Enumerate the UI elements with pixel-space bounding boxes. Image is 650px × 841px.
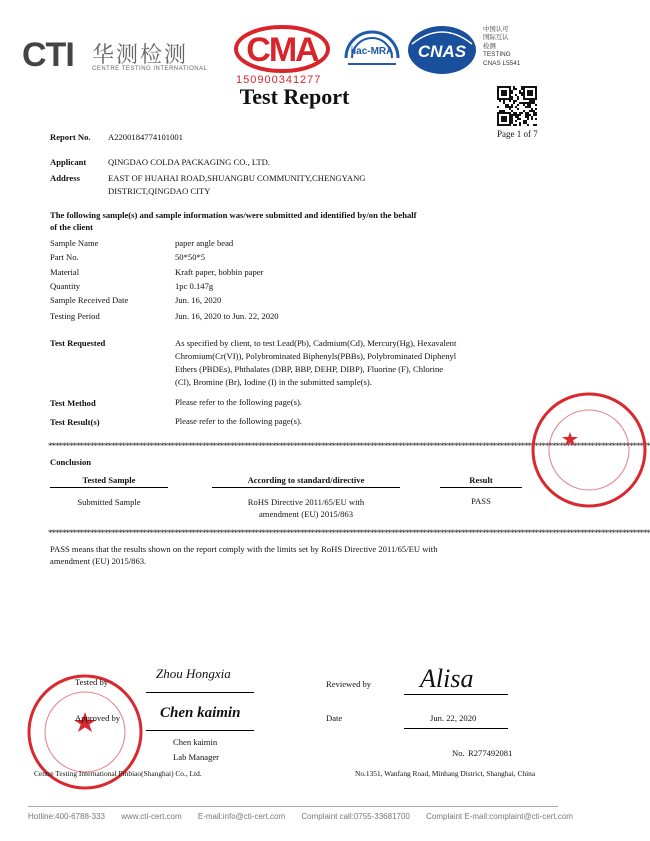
qr-module	[511, 114, 513, 116]
qr-module	[521, 102, 523, 104]
qr-module	[531, 94, 533, 96]
reviewed-by-signature: Alisa	[420, 664, 474, 693]
pass-note-line1: PASS means that the results shown on the report comply with the limits set by RoHS Directive 2011/65/EU with	[50, 544, 438, 554]
cert-no-value: R277492081	[468, 748, 513, 758]
qr-module	[531, 102, 533, 104]
cnas-accreditation-text	[483, 26, 520, 68]
qr-module	[515, 116, 517, 118]
qr-module	[519, 122, 521, 124]
qr-module	[519, 124, 521, 126]
qr-module	[523, 86, 525, 88]
qr-module	[509, 94, 511, 96]
qr-module	[497, 86, 499, 88]
qr-module	[521, 86, 523, 88]
qr-module	[525, 98, 527, 100]
qr-module	[531, 116, 533, 118]
qr-module	[509, 116, 511, 118]
qr-module	[509, 98, 511, 100]
qr-module	[511, 122, 513, 124]
sample-label-material: Material	[50, 267, 80, 277]
qr-module	[523, 88, 525, 90]
qr-module	[535, 98, 537, 100]
qr-module	[523, 102, 525, 104]
qr-module	[513, 114, 515, 116]
report-title: Test Report	[239, 84, 350, 109]
qr-module	[535, 104, 537, 106]
sample-value-material: Kraft paper, bobbin paper	[175, 267, 264, 277]
qr-module	[501, 118, 503, 120]
qr-module	[503, 94, 505, 96]
lab-address: No.1351, Wanfang Road, Minhang District, Shanghai, China	[355, 769, 536, 778]
qr-module	[529, 104, 531, 106]
qr-module	[511, 116, 513, 118]
qr-module	[535, 118, 537, 120]
cti-chinese-name: 华测检测	[92, 42, 189, 67]
qr-module	[515, 112, 517, 114]
qr-module	[517, 104, 519, 106]
qr-module	[497, 90, 499, 92]
ilac-text: ilac-MRA	[350, 46, 394, 57]
qr-module	[505, 92, 507, 94]
qr-module	[501, 94, 503, 96]
sample-value-received: Jun. 16, 2020	[175, 295, 222, 305]
date-label: Date	[326, 713, 343, 723]
qr-module	[521, 88, 523, 90]
qr-module	[531, 100, 533, 102]
qr-module	[525, 86, 527, 88]
sample-value-quantity: 1pc 0.147g	[175, 281, 214, 291]
qr-module	[529, 100, 531, 102]
qr-module	[523, 104, 525, 106]
qr-module	[513, 102, 515, 104]
qr-module	[499, 98, 501, 100]
qr-module	[509, 124, 511, 126]
qr-module	[535, 96, 537, 98]
qr-module	[533, 124, 535, 126]
qr-module	[513, 88, 515, 90]
qr-module	[509, 106, 511, 108]
qr-module	[535, 90, 537, 92]
qr-module	[527, 94, 529, 96]
qr-module	[511, 98, 513, 100]
qr-module	[501, 124, 503, 126]
col-head-result: Result	[440, 475, 522, 488]
qr-module	[531, 110, 533, 112]
qr-module	[505, 118, 507, 120]
qr-module	[513, 112, 515, 114]
qr-module	[501, 86, 503, 88]
qr-module	[497, 118, 499, 120]
qr-module	[503, 92, 505, 94]
qr-module	[503, 90, 505, 92]
qr-module	[535, 88, 537, 90]
qr-module	[509, 120, 511, 122]
qr-module	[503, 100, 505, 102]
applicant-label: Applicant	[50, 157, 87, 167]
company-name: Centre Testing International Pinbiao(Shanghai) Co., Ltd.	[34, 769, 202, 778]
qr-module	[505, 98, 507, 100]
conclusion-standard-line1: RoHS Directive 2011/65/EU with	[247, 497, 365, 507]
qr-module	[497, 88, 499, 90]
qr-module	[513, 86, 515, 88]
qr-module	[509, 92, 511, 94]
qr-module	[509, 90, 511, 92]
qr-module	[525, 120, 527, 122]
qr-module	[527, 90, 529, 92]
qr-module	[503, 120, 505, 122]
qr-module	[497, 96, 499, 98]
sample-value-period: Jun. 16, 2020 to Jun. 22, 2020	[175, 311, 279, 321]
asterisk-divider: ****************************************************************************************************************************************************************************	[48, 528, 650, 538]
qr-module	[523, 120, 525, 122]
qr-module	[509, 118, 511, 120]
qr-module	[511, 104, 513, 106]
date-value: Jun. 22, 2020	[430, 713, 477, 723]
qr-module	[515, 120, 517, 122]
sample-intro-line1: The following sample(s) and sample information was/were submitted and identified by/on the behalf	[50, 210, 417, 220]
footer-divider	[28, 806, 558, 807]
qr-module	[531, 98, 533, 100]
qr-module	[533, 110, 535, 112]
approver-title: Lab Manager	[173, 752, 220, 762]
qr-module	[519, 114, 521, 116]
approved-by-line	[146, 730, 254, 731]
qr-module	[513, 100, 515, 102]
qr-module	[523, 122, 525, 124]
tested-by-signature: Zhou Hongxia	[156, 666, 231, 681]
qr-module	[499, 110, 501, 112]
sample-label-received: Sample Received Date	[50, 295, 129, 305]
reviewed-by-label: Reviewed by	[326, 679, 372, 689]
qr-module	[515, 88, 517, 90]
qr-module	[531, 86, 533, 88]
qr-module	[513, 124, 515, 126]
qr-module	[505, 116, 507, 118]
qr-module	[535, 112, 537, 114]
footer-website[interactable]: www.cti-cert.com	[121, 812, 182, 821]
qr-module	[515, 94, 517, 96]
cnas-text: CNAS	[417, 42, 467, 61]
svg-text:CMA: CMA	[246, 31, 318, 69]
pass-note-line2: amendment (EU) 2015/863.	[50, 556, 147, 566]
footer-hotline: Hotline:400-6788-333	[28, 812, 105, 821]
cnas-line: 国际互认	[483, 34, 509, 42]
cti-logo	[22, 36, 74, 75]
qr-module	[531, 90, 533, 92]
sample-label-part: Part No.	[50, 252, 79, 262]
qr-module	[497, 112, 499, 114]
cnas-line: TESTING	[483, 51, 511, 59]
qr-module	[523, 96, 525, 98]
qr-module	[521, 94, 523, 96]
qr-module	[519, 112, 521, 114]
cnas-line: 中国认可	[483, 26, 509, 33]
qr-module	[511, 110, 513, 112]
qr-module	[517, 114, 519, 116]
qr-module	[509, 112, 511, 114]
qr-module	[531, 108, 533, 110]
qr-module	[525, 116, 527, 118]
qr-module	[497, 94, 499, 96]
approver-name: Chen kaimin	[173, 737, 218, 747]
qr-module	[533, 114, 535, 116]
qr-module	[529, 86, 531, 88]
cnas-line: CNAS L5541	[483, 59, 521, 67]
qr-module	[527, 102, 529, 104]
qr-module	[533, 112, 535, 114]
qr-module	[509, 96, 511, 98]
qr-module	[505, 94, 507, 96]
page-number: Page 1 of 7	[497, 129, 538, 139]
qr-module	[535, 94, 537, 96]
qr-module	[497, 98, 499, 100]
applicant-value: QINGDAO COLDA PACKAGING CO., LTD.	[108, 157, 270, 167]
qr-module	[523, 94, 525, 96]
test-requested-line: Ethers (PBDEs), Phthalates (DBP, BBP, DEHP, DIBP), Fluorine (F), Chlorine	[175, 364, 444, 374]
qr-module	[523, 92, 525, 94]
test-result-label: Test Result(s)	[50, 417, 100, 427]
report-no-label: Report No.	[50, 132, 91, 142]
qr-module	[501, 112, 503, 114]
qr-module	[509, 122, 511, 124]
qr-module	[527, 114, 529, 116]
qr-module	[511, 96, 513, 98]
qr-module	[527, 104, 529, 106]
qr-module	[503, 102, 505, 104]
qr-module	[497, 120, 499, 122]
qr-module	[509, 88, 511, 90]
test-requested-line: (Cl), Bromine (Br), Iodine (I) in the submitted sample(s).	[175, 377, 372, 387]
qr-module	[527, 118, 529, 120]
qr-module	[509, 114, 511, 116]
qr-module	[525, 122, 527, 124]
conclusion-sample: Submitted Sample	[77, 497, 141, 507]
qr-module	[525, 102, 527, 104]
qr-module	[499, 112, 501, 114]
qr-module	[515, 106, 517, 108]
qr-module	[525, 114, 527, 116]
qr-module	[519, 102, 521, 104]
qr-module	[517, 108, 519, 110]
sample-value-name: paper angle bead	[175, 238, 234, 248]
conclusion-title: Conclusion	[50, 457, 92, 467]
qr-module	[535, 108, 537, 110]
qr-module	[503, 116, 505, 118]
qr-module	[507, 112, 509, 114]
qr-module	[503, 112, 505, 114]
qr-module	[517, 118, 519, 120]
qr-code[interactable]	[497, 86, 537, 126]
qr-module	[511, 120, 513, 122]
test-method-label: Test Method	[50, 398, 96, 408]
qr-module	[511, 118, 513, 120]
footer-complaint-call: Complaint call:0755-33681700	[301, 812, 410, 821]
qr-module	[527, 112, 529, 114]
qr-module	[511, 106, 513, 108]
col-head-standard: According to standard/directive	[212, 475, 400, 488]
test-method-value: Please refer to the following page(s).	[175, 397, 302, 407]
qr-module	[499, 100, 501, 102]
qr-module	[511, 92, 513, 94]
qr-module	[525, 106, 527, 108]
qr-module	[497, 116, 499, 118]
qr-module	[529, 114, 531, 116]
qr-module	[505, 86, 507, 88]
qr-module	[523, 90, 525, 92]
sample-value-part: 50*50*5	[175, 252, 206, 262]
address-line2: DISTRICT,QINGDAO CITY	[108, 186, 211, 196]
sample-intro-line2: of the client	[50, 222, 93, 232]
cert-no-label: No.	[452, 748, 465, 758]
qr-module	[529, 110, 531, 112]
test-requested-line: Chromium(Cr(VI)), Polybrominated Biphenyls(PBBs), Polybrominated Diphenyl	[175, 351, 457, 361]
date-line	[404, 728, 508, 729]
reviewed-by-line	[404, 694, 508, 695]
qr-module	[521, 92, 523, 94]
qr-module	[497, 106, 499, 108]
sample-label-quantity: Quantity	[50, 281, 81, 291]
qr-module	[531, 92, 533, 94]
cti-logo-text: CTI	[22, 36, 74, 74]
qr-module	[501, 116, 503, 118]
qr-module	[529, 106, 531, 108]
qr-module	[503, 86, 505, 88]
qr-module	[521, 112, 523, 114]
qr-module	[505, 104, 507, 106]
qr-module	[501, 90, 503, 92]
qr-module	[525, 112, 527, 114]
qr-module	[501, 98, 503, 100]
qr-module	[519, 118, 521, 120]
col-head-tested-sample: Tested Sample	[50, 475, 168, 488]
qr-module	[533, 86, 535, 88]
footer-complaint-email[interactable]: Complaint E-mail:complaint@cti-cert.com	[426, 812, 573, 821]
ilac-mra-logo	[340, 28, 404, 76]
qr-module	[505, 112, 507, 114]
qr-module	[523, 98, 525, 100]
qr-module	[503, 110, 505, 112]
cti-english-name: CENTRE TESTING INTERNATIONAL	[92, 66, 208, 72]
qr-module	[497, 122, 499, 124]
qr-module	[515, 100, 517, 102]
footer	[28, 812, 587, 821]
qr-module	[497, 124, 499, 126]
qr-module	[535, 86, 537, 88]
qr-module	[535, 92, 537, 94]
qr-module	[533, 102, 535, 104]
qr-module	[505, 90, 507, 92]
address-label: Address	[50, 173, 80, 183]
asterisk-divider: ****************************************************************************************************************************************************************************	[48, 441, 650, 451]
sample-label-period: Testing Period	[50, 311, 100, 321]
qr-module	[535, 114, 537, 116]
qr-module	[499, 86, 501, 88]
qr-module	[523, 110, 525, 112]
qr-module	[507, 98, 509, 100]
approved-by-label: Approved by	[75, 713, 121, 723]
qr-module	[505, 106, 507, 108]
report-no-value: A2200184774101001	[108, 132, 183, 142]
qr-module	[519, 90, 521, 92]
tested-by-label: Tested by	[75, 677, 109, 687]
qr-module	[497, 114, 499, 116]
qr-module	[527, 92, 529, 94]
qr-module	[501, 120, 503, 122]
test-requested-line: As specified by client, to test Lead(Pb), Cadmium(Cd), Mercury(Hg), Hexavalent	[175, 338, 457, 348]
qr-module	[527, 116, 529, 118]
qr-module	[501, 92, 503, 94]
cma-number: 150900341277	[236, 74, 322, 86]
qr-module	[507, 106, 509, 108]
qr-module	[529, 90, 531, 92]
qr-module	[533, 98, 535, 100]
qr-module	[505, 120, 507, 122]
qr-module	[519, 92, 521, 94]
qr-module	[527, 124, 529, 126]
qr-module	[517, 96, 519, 98]
conclusion-result: PASS	[471, 496, 491, 506]
qr-module	[527, 98, 529, 100]
sample-label-name: Sample Name	[50, 238, 99, 248]
qr-module	[507, 124, 509, 126]
qr-module	[529, 94, 531, 96]
qr-module	[529, 102, 531, 104]
qr-module	[527, 106, 529, 108]
qr-module	[533, 100, 535, 102]
qr-module	[509, 108, 511, 110]
qr-module	[507, 104, 509, 106]
test-result-value: Please refer to the following page(s).	[175, 416, 302, 426]
qr-module	[509, 100, 511, 102]
qr-module	[511, 90, 513, 92]
qr-module	[527, 86, 529, 88]
qr-module	[501, 110, 503, 112]
qr-module	[509, 86, 511, 88]
cnas-line: 检测	[483, 42, 496, 50]
test-requested-label: Test Requested	[50, 338, 106, 348]
qr-module	[503, 98, 505, 100]
qr-module	[529, 92, 531, 94]
qr-module	[517, 98, 519, 100]
qr-module	[535, 124, 537, 126]
qr-module	[503, 118, 505, 120]
qr-module	[515, 124, 517, 126]
qr-module	[497, 92, 499, 94]
qr-module	[515, 114, 517, 116]
qr-module	[503, 124, 505, 126]
qr-module	[529, 98, 531, 100]
qr-module	[531, 118, 533, 120]
conclusion-standard-line2: amendment (EU) 2015/863	[258, 509, 354, 519]
qr-module	[507, 86, 509, 88]
tested-by-line	[146, 692, 254, 693]
inspection-stamp-right	[527, 390, 589, 510]
footer-email[interactable]: E-mail:info@cti-cert.com	[197, 812, 286, 821]
address-line1: EAST OF HUAHAI ROAD,SHUANGBU COMMUNITY,CHENGYANG	[108, 173, 366, 183]
qr-module	[499, 124, 501, 126]
approved-by-signature: Chen kaimin	[160, 705, 241, 721]
qr-module	[505, 124, 507, 126]
cma-logo	[232, 24, 332, 76]
qr-module	[517, 116, 519, 118]
cnas-logo	[406, 24, 478, 76]
